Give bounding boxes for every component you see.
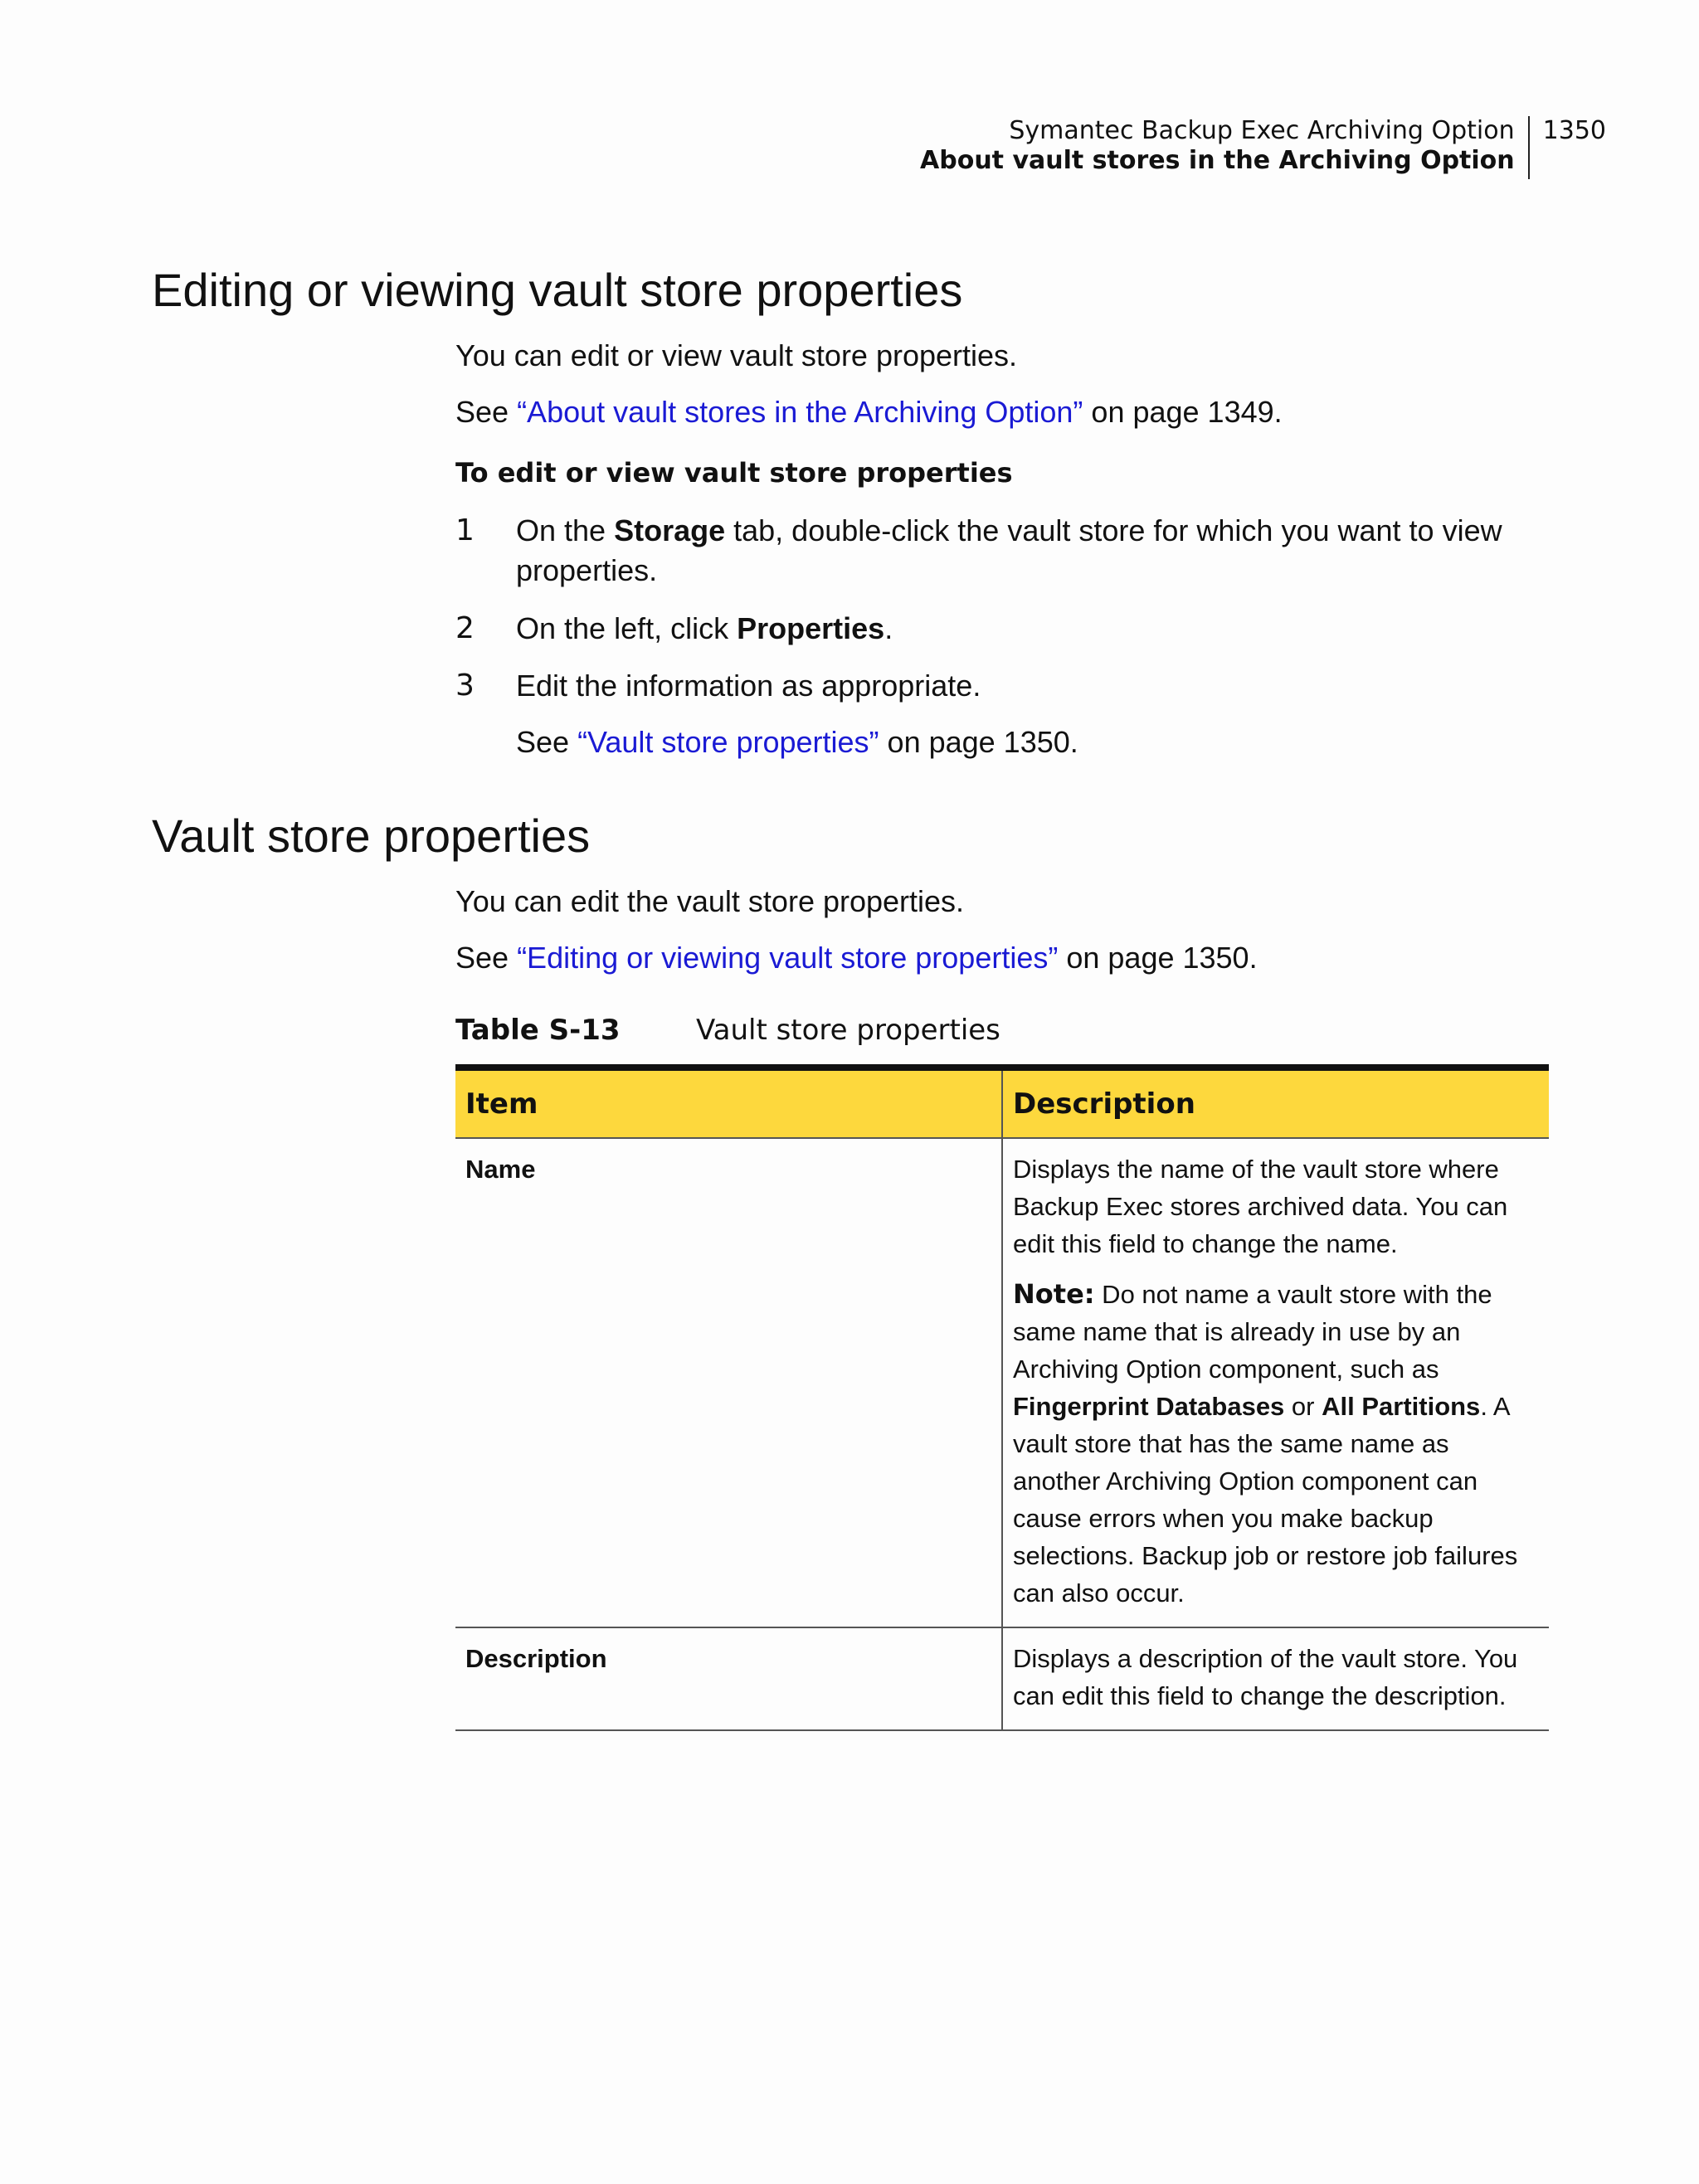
see-suffix: on page 1349. bbox=[1083, 395, 1283, 429]
table-header-row bbox=[455, 1068, 1549, 1138]
section2-intro: You can edit the vault store properties. bbox=[455, 884, 965, 918]
section2-see: See “Editing or viewing vault store properties” on page 1350. bbox=[455, 941, 1258, 975]
section1-intro: You can edit or view vault store properties. bbox=[455, 338, 1018, 372]
link-vault-store-properties[interactable]: “Vault store properties” bbox=[577, 725, 879, 759]
storage-tab-label: Storage bbox=[614, 513, 726, 547]
row-item-description: Description bbox=[455, 1627, 1002, 1730]
section-title-editing: Editing or viewing vault store properties bbox=[152, 264, 963, 316]
step3-see: See “Vault store properties” on page 1350. bbox=[516, 725, 1078, 759]
column-header-item: Item bbox=[455, 1068, 1002, 1138]
step-number: 2 bbox=[455, 611, 475, 645]
fingerprint-databases-label: Fingerprint Databases bbox=[1013, 1392, 1285, 1421]
note-label: Note: bbox=[1013, 1278, 1095, 1310]
properties-label: Properties bbox=[737, 611, 885, 645]
header-chapter: Symantec Backup Exec Archiving Option bbox=[1009, 116, 1515, 145]
table-row bbox=[455, 1138, 1549, 1627]
header-titles bbox=[920, 116, 1530, 179]
table-caption bbox=[455, 1012, 1000, 1048]
vault-store-properties-table bbox=[455, 1064, 1549, 1731]
see-prefix: See bbox=[455, 395, 518, 429]
column-header-description: Description bbox=[1002, 1068, 1549, 1138]
section-title-vault-store-properties: Vault store properties bbox=[152, 810, 591, 862]
all-partitions-label: All Partitions bbox=[1322, 1392, 1481, 1421]
table-label: Table S-13 bbox=[455, 1014, 621, 1047]
running-header bbox=[920, 116, 1606, 179]
link-editing-vault-store-properties[interactable]: “Editing or viewing vault store properties” bbox=[517, 941, 1059, 975]
procedure-title: To edit or view vault store properties bbox=[455, 457, 1013, 489]
step-1 bbox=[455, 511, 1551, 594]
description-text: Displays a description of the vault store. You can edit this field to change the description. bbox=[1013, 1644, 1518, 1710]
step-3 bbox=[455, 666, 1551, 708]
step-text: Edit the information as appropriate. bbox=[516, 669, 981, 703]
row-description-name bbox=[1002, 1138, 1549, 1627]
header-section: About vault stores in the Archiving Option bbox=[920, 146, 1515, 175]
step-number: 3 bbox=[455, 669, 475, 703]
section1-see bbox=[455, 393, 1283, 431]
step-2 bbox=[455, 609, 1551, 650]
description-text: Displays the name of the vault store where Backup Exec stores archived data. You can edit this field to change the name. bbox=[1013, 1155, 1508, 1258]
row-item-name: Name bbox=[455, 1138, 1002, 1627]
page-number: 1350 bbox=[1542, 116, 1606, 145]
step-number: 1 bbox=[455, 513, 475, 547]
row-description-description bbox=[1002, 1627, 1549, 1730]
table-row bbox=[455, 1627, 1549, 1730]
table-title: Vault store properties bbox=[696, 1014, 1000, 1047]
step-text: On the Storage tab, double-click the vault store for which you want to view properties. bbox=[516, 513, 1502, 587]
link-about-vault-stores[interactable]: “About vault stores in the Archiving Option” bbox=[517, 395, 1083, 429]
note-text: Note: Do not name a vault store with the same name that is already in use by an Archiving Option component, such as Fingerprint Databases or All Partitions. A vault store that has the same name as another Archiving Option component can cause errors when you make backup selections. Backup job or restore job failures can also occur. bbox=[1013, 1278, 1518, 1608]
step-text: On the left, click Properties. bbox=[516, 611, 893, 645]
